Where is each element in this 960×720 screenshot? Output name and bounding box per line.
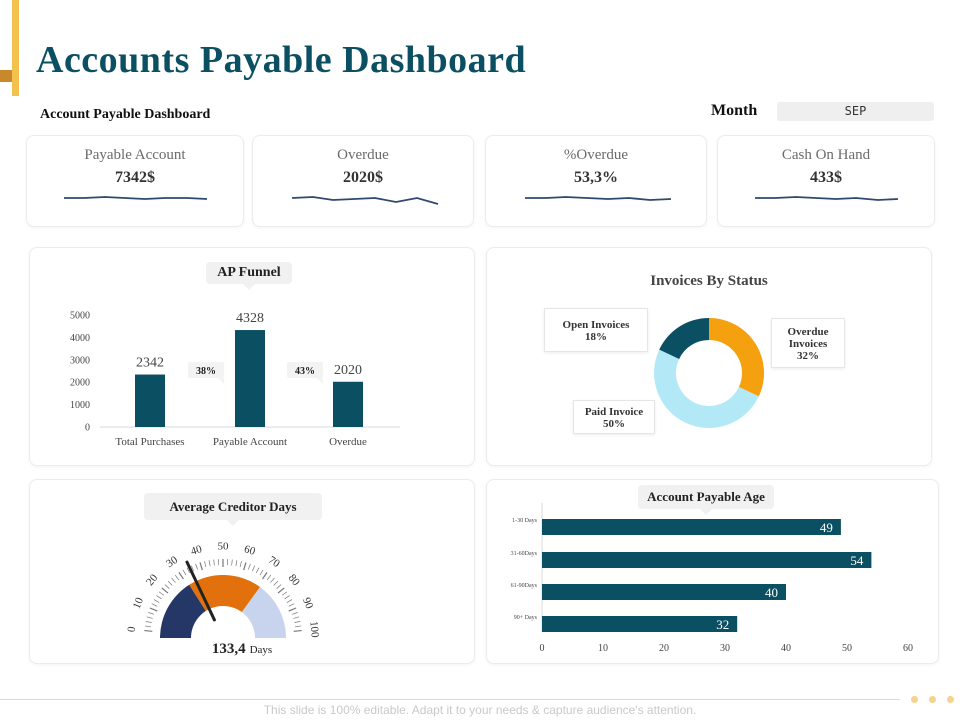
donut-slice xyxy=(709,318,764,396)
sparkline xyxy=(27,188,245,208)
step-percent-chip xyxy=(287,362,323,384)
gauge-tick xyxy=(289,608,296,611)
gauge-tick xyxy=(282,592,287,596)
gauge-tick xyxy=(165,585,169,589)
x-tick-label: 0 xyxy=(539,643,545,654)
kpi-label: Cash On Hand xyxy=(781,147,871,163)
kpi-card-cash-on-hand xyxy=(717,135,935,227)
donut-slice xyxy=(659,318,709,359)
gauge-tick xyxy=(232,560,233,566)
x-tick-label: 30 xyxy=(720,643,730,654)
legend-overdue-invoices xyxy=(771,318,845,368)
footer-dot xyxy=(911,696,918,703)
gauge-tick xyxy=(248,564,250,570)
data-label: 54 xyxy=(850,553,864,568)
kpi-value: 7342$ xyxy=(115,169,155,186)
ap-funnel-title: AP Funnel xyxy=(206,262,292,284)
gauge-tick xyxy=(172,578,176,583)
gauge-tick xyxy=(144,631,152,632)
legend-paid-invoice xyxy=(573,400,655,434)
gauge-tick xyxy=(236,560,237,566)
gauge-tick xyxy=(183,570,186,575)
sparkline xyxy=(486,188,708,208)
gauge-tick xyxy=(293,617,299,619)
gauge-tick xyxy=(150,608,157,611)
legend-label: Paid Invoice xyxy=(584,406,644,418)
gauge-tick xyxy=(205,561,206,567)
gauge-tick xyxy=(196,564,198,570)
gauge-tick xyxy=(162,588,168,593)
gauge-tick xyxy=(294,621,300,622)
gauge-tick xyxy=(156,596,161,599)
gauge-tick xyxy=(277,585,281,589)
gauge-scale-label: 40 xyxy=(189,543,204,558)
bar xyxy=(135,375,165,427)
gauge-scale-label: 50 xyxy=(217,540,229,553)
gauge-tick xyxy=(278,588,284,593)
y-tick-label: 61-90Days xyxy=(510,583,537,589)
kpi-card-overdue xyxy=(252,135,474,227)
ap-funnel-card xyxy=(29,247,475,466)
y-tick-label: 1000 xyxy=(70,400,90,412)
footer-text: This slide is 100% editable. Adapt it to your needs & capture audience's attention. xyxy=(263,703,697,717)
invoices-title: Invoices By Status xyxy=(650,273,768,289)
x-tick-label: 10 xyxy=(598,643,608,654)
creditor-days-value: 133,4 xyxy=(211,641,246,657)
legend-open-invoices xyxy=(544,308,648,352)
kpi-label: %Overdue xyxy=(563,147,629,163)
dashboard-subtitle: Account Payable Dashboard xyxy=(40,107,211,122)
gauge-tick xyxy=(159,592,164,596)
gauge-tick xyxy=(252,566,254,571)
bar xyxy=(542,616,737,632)
invoices-donut-chart xyxy=(487,248,933,467)
creditor-days-card xyxy=(29,479,475,664)
gauge-tick xyxy=(214,560,215,566)
gauge-tick xyxy=(287,600,292,603)
bar xyxy=(333,382,363,427)
data-label: 4328 xyxy=(236,311,264,327)
step-percent-label: 38% xyxy=(196,366,216,377)
y-tick-label: 31-60Days xyxy=(510,551,537,557)
month-selector[interactable]: SEP xyxy=(777,102,934,121)
creditor-days-unit: Days xyxy=(249,644,273,656)
ap-age-chart xyxy=(487,480,940,665)
gauge-scale-label: 80 xyxy=(285,572,302,589)
gauge-tick xyxy=(263,572,267,579)
creditor-days-gauge xyxy=(30,480,476,665)
y-tick-label: 0 xyxy=(85,422,90,434)
step-chip-pointer xyxy=(218,378,224,384)
gauge-scale-label: 0 xyxy=(125,626,139,633)
ap-funnel-chart xyxy=(30,248,476,467)
footer-dot xyxy=(929,696,936,703)
sparkline xyxy=(718,188,936,208)
month-label: Month xyxy=(711,102,758,119)
legend-label: Invoices xyxy=(788,338,828,350)
gauge-tick xyxy=(267,575,271,580)
y-tick-label: 90+ Days xyxy=(513,615,537,621)
kpi-card-payable-account xyxy=(26,135,244,227)
gauge-tick xyxy=(285,596,290,599)
gauge-tick xyxy=(271,578,275,583)
gauge-scale-label: 30 xyxy=(164,553,180,571)
gauge-tick xyxy=(148,612,154,614)
invoices-card xyxy=(486,247,932,466)
y-tick-label: 3000 xyxy=(70,355,90,367)
kpi-value: 2020$ xyxy=(343,169,383,186)
kpi-value: 433$ xyxy=(810,169,842,186)
data-label: 49 xyxy=(819,520,833,535)
gauge-tick xyxy=(289,604,294,607)
gauge-scale-label: 60 xyxy=(242,543,257,558)
gauge-tick xyxy=(209,560,210,566)
x-tick-label: Overdue xyxy=(329,436,367,448)
data-label: 2020 xyxy=(334,362,362,378)
gauge-scale-label: 20 xyxy=(144,572,161,589)
gauge-tick xyxy=(256,568,259,573)
gauge-tick xyxy=(292,612,298,614)
bar xyxy=(542,519,841,535)
y-tick-label: 4000 xyxy=(70,332,90,344)
x-tick-label: 20 xyxy=(659,643,669,654)
creditor-days-title: Average Creditor Days xyxy=(144,493,322,520)
page-title: Accounts Payable Dashboard xyxy=(36,39,527,81)
legend-percent: 50% xyxy=(603,418,625,430)
y-tick-label: 2000 xyxy=(70,377,90,389)
ap-age-card xyxy=(486,479,939,664)
data-label: 2342 xyxy=(136,355,164,371)
gauge-tick xyxy=(179,572,183,579)
footer-dot xyxy=(947,696,954,703)
kpi-card-percent-overdue xyxy=(485,135,707,227)
creditor-days-readout xyxy=(192,640,292,658)
kpi-label: Payable Account xyxy=(84,147,186,163)
gauge-tick xyxy=(175,575,179,580)
gauge-tick xyxy=(152,604,157,607)
y-tick-label: 1-30 Days xyxy=(512,518,537,524)
gauge-tick xyxy=(295,626,301,627)
data-label: 32 xyxy=(716,617,730,632)
gauge-tick xyxy=(154,600,159,603)
gauge-tick xyxy=(274,581,278,585)
bar xyxy=(542,552,871,568)
step-percent-chip xyxy=(188,362,224,384)
footer-divider xyxy=(0,699,900,700)
x-tick-label: Total Purchases xyxy=(115,436,185,448)
x-tick-label: 50 xyxy=(842,643,852,654)
gauge-tick xyxy=(244,562,246,570)
gauge-tick xyxy=(260,570,263,575)
ap-age-title: Account Payable Age xyxy=(638,485,774,509)
gauge-tick xyxy=(147,617,153,619)
x-tick-label: 60 xyxy=(903,643,913,654)
step-percent-label: 43% xyxy=(295,366,315,377)
gauge-tick xyxy=(200,562,202,570)
data-label: 40 xyxy=(765,585,778,600)
gauge-scale-label: 10 xyxy=(130,595,147,611)
gauge-tick xyxy=(240,561,241,567)
title-accent-square xyxy=(0,70,12,82)
kpi-value: 53,3% xyxy=(574,169,618,186)
legend-percent: 18% xyxy=(585,331,607,343)
legend-label: Overdue xyxy=(787,326,829,338)
legend-percent: 32% xyxy=(797,350,819,362)
bar xyxy=(235,330,265,427)
gauge-scale-label: 90 xyxy=(299,595,316,611)
sparkline xyxy=(253,188,475,210)
gauge-tick xyxy=(168,581,172,585)
bar xyxy=(542,584,786,600)
gauge-tick xyxy=(145,626,151,627)
gauge-scale-label: 100 xyxy=(307,620,321,639)
gauge-tick xyxy=(294,631,302,632)
title-accent-bar xyxy=(12,0,19,96)
legend-label: Open Invoices xyxy=(562,319,630,331)
y-tick-label: 5000 xyxy=(70,310,90,322)
gauge-scale-label: 70 xyxy=(266,553,282,571)
step-chip-pointer xyxy=(317,378,323,384)
kpi-label: Overdue xyxy=(337,147,389,163)
x-tick-label: Payable Account xyxy=(212,436,288,448)
gauge-tick xyxy=(146,621,152,622)
x-tick-label: 40 xyxy=(781,643,791,654)
